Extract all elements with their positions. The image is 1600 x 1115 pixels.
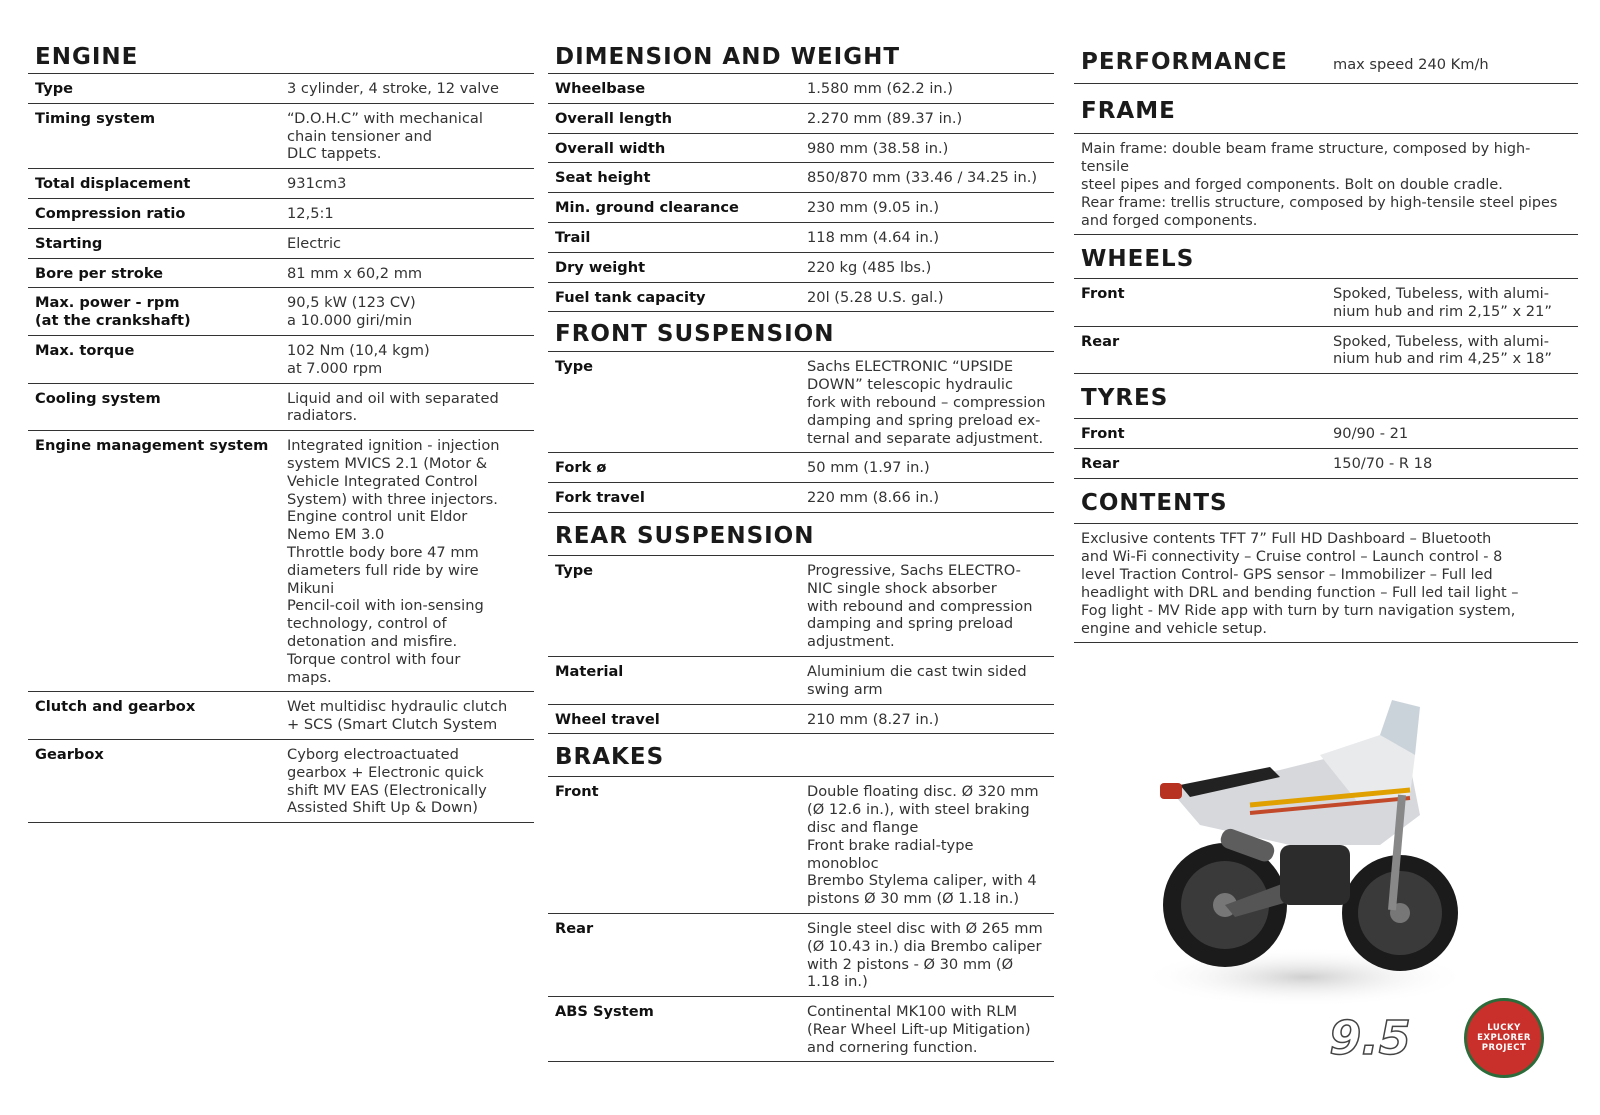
rear-suspension-label: Wheel travel [555, 710, 660, 728]
dimension-value: 850/870 mm (33.46 / 34.25 in.) [807, 169, 1038, 187]
badge-line-2: EXPLORER [1477, 1033, 1531, 1043]
dimension-row [548, 283, 1054, 313]
performance-column [1074, 0, 1578, 643]
engine-row [28, 169, 534, 199]
engine-value: Wet multidisc hydraulic clutch + SCS (Smart Clutch System [287, 698, 508, 734]
engine-row [28, 74, 534, 104]
engine-value: 12,5:1 [287, 204, 334, 222]
motorcycle-image [1130, 695, 1470, 1015]
engine-column [28, 0, 534, 823]
dimension-label: Overall length [555, 109, 673, 127]
front-suspension-label: Fork ø [555, 459, 607, 477]
brakes-table [548, 777, 1054, 1062]
front-suspension-value: Sachs ELECTRONIC “UPSIDE DOWN” telescopic hydraulic fork with rebound – compression damping and spring preload ex- ternal and separate adjustment. [807, 358, 1046, 447]
engine-row [28, 104, 534, 169]
engine-row [28, 384, 534, 432]
dimension-table [548, 74, 1054, 312]
brakes-label: ABS System [555, 1003, 654, 1021]
tyres-label: Rear [1081, 454, 1120, 472]
brakes-value: Double floating disc. Ø 320 mm (Ø 12.6 in.), with steel braking disc and flange Front brake radial-type monobloc Brembo Stylema caliper, with 4 pistons Ø 30 mm (Ø 1.18 in.) [807, 783, 1039, 908]
wheels-value: Spoked, Tubeless, with alumi- nium hub and rim 4,25” x 18” [1333, 332, 1552, 368]
brakes-label: Front [555, 783, 599, 801]
front-suspension-row [548, 483, 1054, 513]
engine-label: Gearbox [35, 745, 104, 763]
performance-value: max speed 240 Km/h [1333, 56, 1489, 73]
brakes-row [548, 997, 1054, 1062]
engine-table [28, 74, 534, 823]
brakes-value: Single steel disc with Ø 265 mm (Ø 10.43 in.) dia Brembo caliper with 2 pistons - Ø 30 mm (Ø 1.18 in.) [807, 919, 1043, 991]
dimension-label: Fuel tank capacity [555, 288, 706, 306]
dimension-value: 230 mm (9.05 in.) [807, 199, 940, 217]
engine-row [28, 431, 534, 692]
wheels-label: Front [1081, 285, 1125, 302]
engine-row [28, 692, 534, 740]
dimension-row [548, 253, 1054, 283]
engine-value: Cyborg electroactuated gearbox + Electronic quick shift MV EAS (Electronically Assisted Shift Up & Down) [287, 745, 487, 817]
engine-row [28, 740, 534, 823]
engine-title: ENGINE [28, 40, 534, 74]
dimension-row [548, 134, 1054, 164]
dimension-value: 2.270 mm (89.37 in.) [807, 109, 963, 127]
rear-suspension-table [548, 556, 1054, 734]
dimension-value: 220 kg (485 lbs.) [807, 258, 932, 276]
tyres-value: 90/90 - 21 [1333, 425, 1409, 443]
engine-row [28, 259, 534, 289]
badge-line-3: PROJECT [1481, 1043, 1527, 1053]
rear-suspension-value: 210 mm (8.27 in.) [807, 710, 940, 728]
wheels-row [1074, 327, 1578, 375]
engine-value: 81 mm x 60,2 mm [287, 264, 423, 282]
brakes-row [548, 914, 1054, 997]
front-suspension-table [548, 352, 1054, 513]
wheels-row [1074, 279, 1578, 327]
engine-row [28, 336, 534, 384]
brakes-title: BRAKES [548, 734, 1054, 777]
dimension-value: 980 mm (38.58 in.) [807, 139, 949, 157]
engine-value: 931cm3 [287, 175, 347, 193]
dimension-label: Overall width [555, 139, 666, 157]
dimension-label: Dry weight [555, 258, 646, 276]
front-suspension-value: 220 mm (8.66 in.) [807, 489, 940, 507]
engine-label: Timing system [35, 109, 156, 127]
engine-value: Liquid and oil with separated radiators. [287, 389, 499, 425]
tyres-row [1074, 419, 1578, 449]
wheels-table [1074, 279, 1578, 374]
front-suspension-row [548, 352, 1054, 453]
front-suspension-row [548, 453, 1054, 483]
engine-label: Engine management system [35, 437, 269, 455]
dimension-row [548, 193, 1054, 223]
dimension-row [548, 104, 1054, 134]
engine-value: Integrated ignition - injection system MVICS 2.1 (Motor & Vehicle Integrated Control System) with three injectors. Engine control unit Eldor Nemo EM 3.0 Throttle body bore 47 mm diameters full ride by wire Mikuni Pencil-coil with ion-sensing technology, control of detonation and misfire. Torque control with four maps. [287, 437, 500, 686]
engine-label: Starting [35, 234, 103, 252]
dimension-title: DIMENSION AND WEIGHT [548, 40, 1054, 74]
dimension-label: Min. ground clearance [555, 199, 739, 217]
rear-suspension-value: Aluminium die cast twin sided swing arm [807, 662, 1027, 698]
engine-value: Electric [287, 234, 342, 252]
engine-value: 3 cylinder, 4 stroke, 12 valve [287, 80, 499, 97]
engine-label: Max. power - rpm (at the crankshaft) [35, 294, 191, 330]
rear-suspension-value: Progressive, Sachs ELECTRO- NIC single shock absorber with rebound and compression damping and spring preload adjustment. [807, 561, 1033, 651]
rear-suspension-label: Material [555, 662, 624, 680]
engine-label: Clutch and gearbox [35, 698, 196, 716]
front-suspension-label: Fork travel [555, 489, 645, 507]
dimension-value: 20l (5.28 U.S. gal.) [807, 288, 944, 306]
engine-label: Compression ratio [35, 204, 186, 222]
dimension-row [548, 163, 1054, 193]
front-suspension-value: 50 mm (1.97 in.) [807, 459, 930, 477]
engine-row [28, 229, 534, 259]
engine-value: 90,5 kW (123 CV) a 10.000 giri/min [287, 294, 416, 330]
wheels-title: WHEELS [1074, 235, 1578, 279]
performance-row [1074, 40, 1578, 84]
rear-suspension-title: REAR SUSPENSION [548, 513, 1054, 556]
engine-row [28, 288, 534, 336]
dimension-row [548, 223, 1054, 253]
frame-text: Main frame: double beam frame structure, composed by high-tensile steel pipes and forged components. Bolt on double cradle. Rear frame: trellis structure, composed by high-tensile steel pipes and forged components. [1074, 134, 1578, 235]
engine-label: Total displacement [35, 175, 191, 193]
tyres-label: Front [1081, 425, 1125, 443]
badge-line-1: LUCKY [1487, 1023, 1521, 1033]
tyres-row [1074, 449, 1578, 479]
performance-title: PERFORMANCE [1081, 49, 1288, 75]
dimension-label: Wheelbase [555, 80, 646, 97]
engine-label: Type [35, 80, 74, 97]
rear-suspension-row [548, 556, 1054, 657]
engine-row [28, 199, 534, 229]
rear-suspension-row [548, 705, 1054, 735]
model-logo-text: 9.5 [1329, 1012, 1411, 1062]
dimension-row [548, 74, 1054, 104]
rear-suspension-label: Type [555, 561, 594, 579]
wheels-label: Rear [1081, 332, 1120, 350]
brakes-label: Rear [555, 919, 594, 937]
dimension-value: 1.580 mm (62.2 in.) [807, 80, 953, 97]
dimension-value: 118 mm (4.64 in.) [807, 228, 940, 246]
rear-suspension-row [548, 657, 1054, 705]
tyres-table [1074, 419, 1578, 479]
engine-label: Max. torque [35, 341, 135, 359]
dimension-label: Trail [555, 228, 591, 246]
engine-value: “D.O.H.C” with mechanical chain tensioner and DLC tappets. [287, 109, 483, 163]
lucky-explorer-badge [1464, 998, 1544, 1078]
dimension-column [548, 0, 1054, 1062]
dimension-label: Seat height [555, 169, 651, 187]
front-suspension-label: Type [555, 358, 594, 376]
frame-title: FRAME [1074, 84, 1578, 134]
model-logo [1300, 1012, 1440, 1062]
engine-value: 102 Nm (10,4 kgm) at 7.000 rpm [287, 341, 430, 377]
engine-label: Bore per stroke [35, 264, 164, 282]
brakes-value: Continental MK100 with RLM (Rear Wheel Lift-up Mitigation) and cornering function. [807, 1003, 1031, 1056]
contents-title: CONTENTS [1074, 479, 1578, 524]
tyres-value: 150/70 - R 18 [1333, 454, 1433, 472]
contents-text: Exclusive contents TFT 7” Full HD Dashboard – Bluetooth and Wi-Fi connectivity – Cruise control – Launch control - 8 level Traction Control- GPS sensor – Immobilizer – Full led headlight with DRL and bending function – Full led tail light – Fog light - MV Ride app with turn by turn navigation system, engine and vehicle setup. [1074, 524, 1578, 643]
tyres-title: TYRES [1074, 374, 1578, 419]
engine-label: Cooling system [35, 389, 161, 407]
front-suspension-title: FRONT SUSPENSION [548, 312, 1054, 352]
wheels-value: Spoked, Tubeless, with alumi- nium hub and rim 2,15” x 21” [1333, 285, 1552, 320]
brakes-row [548, 777, 1054, 914]
